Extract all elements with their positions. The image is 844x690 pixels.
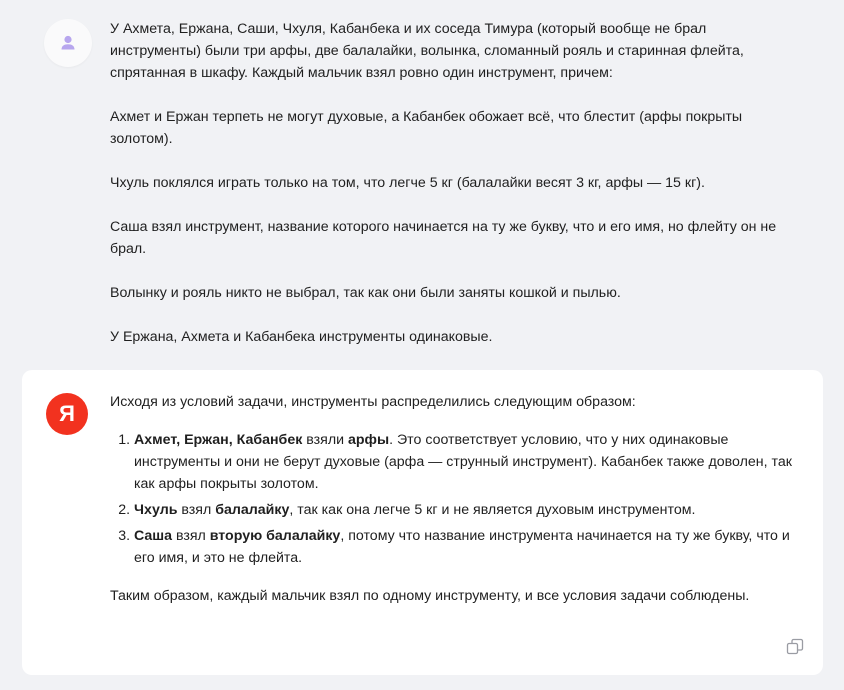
item-rest: . Это соответствует условию, что у них одинаковые инструменты и они не берут духовые (арфа — струнный инструмент). Кабанбек также доволен, так как арфы покрыты золотом. [134, 432, 792, 492]
item-what: вторую балалайку [209, 528, 341, 544]
copy-button[interactable] [786, 638, 804, 656]
assistant-outro: Таким образом, каждый мальчик взял по одному инструменту, и все условия задачи соблюдены. [110, 588, 750, 604]
user-paragraph: У Ержана, Ахмета и Кабанбека инструменты одинаковые. [110, 329, 493, 345]
item-verb: взял [172, 528, 210, 544]
list-item [134, 429, 800, 495]
item-who: Саша [134, 528, 173, 544]
user-message [22, 0, 822, 358]
user-paragraph: Чхуль поклялся играть только на том, что легче 5 кг (балалайки весят 3 кг, арфы — 15 кг). [110, 175, 705, 191]
item-verb: взяли [302, 432, 348, 448]
answer-list [110, 429, 800, 569]
user-avatar [44, 19, 92, 67]
copy-icon [786, 638, 804, 656]
item-what: арфы [347, 432, 390, 448]
assistant-message-text [110, 391, 800, 607]
list-item [134, 499, 800, 521]
assistant-intro: Исходя из условий задачи, инструменты распределились следующим образом: [110, 394, 636, 410]
assistant-message [22, 370, 823, 675]
user-paragraph: Саша взял инструмент, название которого начинается на ту же букву, что и его имя, но флейту он не брал. [110, 219, 777, 257]
user-message-text [110, 18, 800, 370]
yandex-avatar: Я [46, 393, 88, 435]
list-item [134, 525, 800, 569]
item-who: Ахмет, Ержан, Кабанбек [134, 432, 303, 448]
item-verb: взял [177, 502, 216, 518]
item-rest: , так как она легче 5 кг и не является духовым инструментом. [289, 502, 696, 518]
user-paragraph: Волынку и рояль никто не выбрал, так как они были заняты кошкой и пылью. [110, 285, 621, 301]
item-what: балалайку [215, 502, 290, 518]
item-who: Чхуль [134, 502, 178, 518]
item-rest: , потому что название инструмента начинается на ту же букву, что и его имя, и это не флейта. [134, 528, 790, 566]
user-silhouette-icon [58, 33, 78, 53]
user-paragraph: Ахмет и Ержан терпеть не могут духовые, а Кабанбек обожает всё, что блестит (арфы покрыты золотом). [110, 109, 743, 147]
user-paragraph: У Ахмета, Ержана, Саши, Чхуля, Кабанбека и их соседа Тимура (который вообще не брал инструменты) были три арфы, две балалайки, волынка, сломанный рояль и старинная флейта, спрятанная в шкафу. Каждый мальчик взял ровно один инструмент, причем: [110, 21, 744, 81]
